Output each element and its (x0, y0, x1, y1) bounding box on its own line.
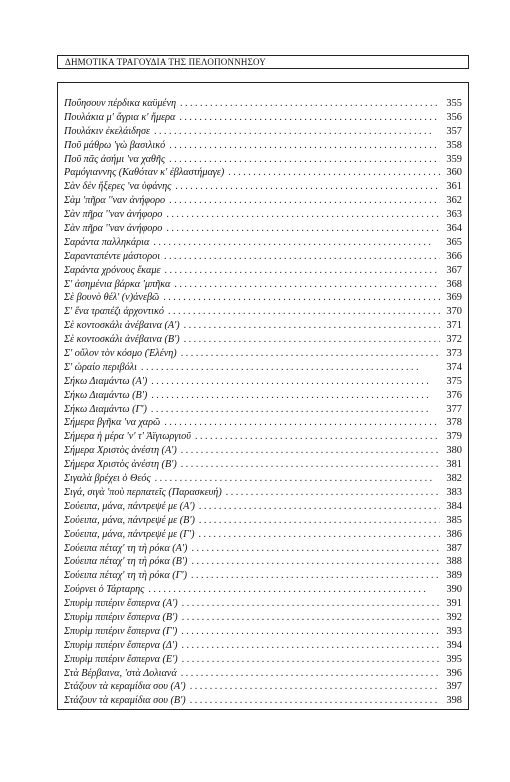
toc-entry (64, 305, 464, 319)
toc-entry-page-number: 381 (446, 459, 462, 471)
toc-entry-page-number: 357 (446, 125, 462, 137)
toc-entry-title: Σπυρὶμ πιπέριν ἔσπερνα (Γ') (64, 625, 178, 637)
toc-entry-title: Σ' ἀσημένια βάρκα 'μπῆκα (64, 278, 171, 290)
toc-entry (64, 264, 464, 278)
table-of-contents (64, 97, 464, 708)
toc-entry (64, 403, 464, 417)
dot-leader (168, 305, 440, 319)
toc-entry-page-number: 384 (446, 500, 462, 512)
dot-leader (151, 375, 440, 389)
toc-entry (64, 278, 464, 292)
dot-leader (166, 208, 440, 222)
toc-entry (64, 444, 464, 458)
toc-entry (64, 667, 464, 681)
dot-leader (184, 333, 440, 347)
toc-entry-title: Σιγαλὰ βρέχει ὁ Θεός (64, 473, 151, 485)
toc-entry-title: Σ' οὔλον τὸν κόσμο (Ἑλένη) (64, 348, 177, 360)
toc-entry (64, 639, 464, 653)
toc-entry (64, 222, 464, 236)
toc-entry-title: Σούειπα πέταχ' τη τὴ ρόκα (Γ') (64, 570, 188, 582)
dot-leader (181, 639, 440, 653)
toc-entry-page-number: 373 (446, 348, 462, 360)
toc-entry (64, 194, 464, 208)
toc-entry-page-number: 370 (446, 306, 462, 318)
dot-leader (191, 555, 440, 569)
dot-leader (195, 430, 440, 444)
toc-entry-title: Σιγά, σιγὰ 'ποὺ περπατεῖς (Παρασκευή) (64, 486, 222, 498)
dot-leader (226, 486, 440, 500)
running-header-title: ΔΗΜΟΤΙΚΑ ΤΡΑΓΟΥΔΙΑ ΤΗΣ ΠΕΛΟΠΟΝΝΗΣΟΥ (65, 57, 266, 67)
toc-entry-page-number: 395 (446, 653, 462, 665)
toc-entry-page-number: 394 (446, 639, 462, 651)
toc-entry-page-number: 369 (446, 292, 462, 304)
toc-entry-page-number: 383 (446, 486, 462, 498)
toc-entry-title: Σήκω Διαμάντω (Α') (64, 375, 148, 387)
toc-entry-page-number: 359 (446, 153, 462, 165)
toc-entry-page-number: 366 (446, 250, 462, 262)
toc-entry-title: Σὲ βουνὸ θέλ' (ν)ἀνεβῶ (64, 292, 160, 304)
toc-entry (64, 597, 464, 611)
toc-entry-title: Σὰν πῆρα ''ναν ἀνήφορο (64, 209, 163, 221)
toc-entry-title: Ραμόγιαννης (Καθόταν κ' ἐβλαστήμαγε) (64, 167, 225, 179)
dot-leader (164, 250, 440, 264)
toc-entry (64, 472, 464, 486)
dot-leader (148, 583, 440, 597)
dot-leader (181, 667, 440, 681)
toc-entry-title: Σαράντα παλληκάρια (64, 236, 150, 248)
dot-leader (165, 264, 440, 278)
dot-leader (164, 416, 440, 430)
toc-entry-page-number: 392 (446, 611, 462, 623)
dot-leader (199, 500, 440, 514)
toc-entry-title: Σ' ἕνα τραπέζι ἀρχοντικό (64, 306, 164, 318)
toc-entry-title: Σὲ κοντοσκάλι ἀνέβαινα (Β') (64, 334, 180, 346)
toc-entry-title: Σούειπα πέταχ' τη τὴ ρόκα (Α') (64, 542, 188, 554)
toc-entry-page-number: 387 (446, 542, 462, 554)
toc-entry-page-number: 358 (446, 139, 462, 151)
toc-entry-page-number: 372 (446, 334, 462, 346)
dot-leader (163, 291, 440, 305)
toc-entry (64, 389, 464, 403)
toc-entry-title: Σὰμ 'πῆρα ''ναν ἀνήφορο (64, 195, 166, 207)
toc-entry (64, 542, 464, 556)
dot-leader (151, 389, 440, 403)
toc-entry-title: Σπυρὶμ πιπέριν ἔσπερνα (Β') (64, 611, 178, 623)
toc-entry (64, 291, 464, 305)
toc-entry (64, 500, 464, 514)
toc-entry (64, 250, 464, 264)
dot-leader (182, 597, 440, 611)
dot-leader (198, 528, 440, 542)
dot-leader (179, 111, 440, 125)
toc-entry-title: Πουλάκιν ἐκελάιδησε (64, 125, 151, 137)
toc-entry (64, 166, 464, 180)
toc-entry (64, 319, 464, 333)
toc-entry-page-number: 364 (446, 223, 462, 235)
dot-leader (154, 125, 440, 139)
dot-leader (199, 514, 440, 528)
toc-entry (64, 97, 464, 111)
dot-leader (184, 319, 440, 333)
toc-entry (64, 375, 464, 389)
toc-entry-title: Σαρανταπέντε μάστοροι (64, 250, 161, 262)
toc-entry-title: Σούειπα, μάνα, πάντρεψέ με (Β') (64, 514, 195, 526)
toc-entry-page-number: 388 (446, 556, 462, 568)
toc-entry-page-number: 382 (446, 473, 462, 485)
toc-entry-title: Σὰν δὲν ἤξερες 'να ὑφάνης (64, 181, 172, 193)
dot-leader (141, 361, 440, 375)
toc-entry-title: Σπυρὶμ πιπέριν ἔσπερνα (Α') (64, 598, 178, 610)
dot-leader (175, 180, 440, 194)
toc-entry (64, 153, 464, 167)
toc-entry-page-number: 385 (446, 514, 462, 526)
dot-leader (181, 458, 440, 472)
toc-entry-title: Σήκω Διαμάντω (Γ') (64, 403, 147, 415)
toc-entry-page-number: 390 (446, 584, 462, 596)
toc-entry (64, 125, 464, 139)
toc-entry-page-number: 365 (446, 236, 462, 248)
toc-entry-page-number: 368 (446, 278, 462, 290)
toc-entry (64, 583, 464, 597)
toc-entry-page-number: 393 (446, 625, 462, 637)
toc-entry-title: Στάζουν τὰ κεραμίδια σου (Α') (64, 681, 186, 693)
toc-entry-title: Στὰ Βέρβαινα, 'στὰ Δολιανά (64, 667, 177, 679)
dot-leader (166, 222, 440, 236)
dot-leader (169, 194, 440, 208)
toc-entry-title: Ποῦ μάθρω 'γὼ βασιλικό (64, 139, 166, 151)
toc-entry (64, 458, 464, 472)
toc-entry (64, 111, 464, 125)
toc-entry (64, 208, 464, 222)
dot-leader (182, 653, 440, 667)
toc-entry-page-number: 380 (446, 445, 462, 457)
toc-entry (64, 236, 464, 250)
toc-entry-page-number: 371 (446, 320, 462, 332)
toc-entry (64, 514, 464, 528)
toc-entry-title: Στάζουν τὰ κεραμίδια σου (Β') (64, 695, 186, 707)
toc-entry-page-number: 355 (446, 98, 462, 109)
toc-entry-page-number: 356 (446, 111, 462, 123)
dot-leader (191, 569, 440, 583)
toc-entry-page-number: 375 (446, 375, 462, 387)
toc-entry-title: Σπυρὶμ πιπέριν ἔσπερνα (Ε') (64, 653, 178, 665)
toc-entry-page-number: 362 (446, 195, 462, 207)
toc-entry-title: Σήμερα βγῆκα 'να χαρῶ (64, 417, 161, 429)
toc-entry (64, 333, 464, 347)
toc-entry-page-number: 378 (446, 417, 462, 429)
toc-entry (64, 361, 464, 375)
dot-leader (190, 694, 440, 708)
toc-entry-title: Σούειπα πέταχ' τη τὴ ρόκα (Β') (64, 556, 188, 568)
toc-entry-title: Σπυρὶμ πιπέριν ἔσπερνα (Δ') (64, 639, 178, 651)
toc-entry (64, 416, 464, 430)
toc-entry (64, 528, 464, 542)
toc-entry-page-number: 396 (446, 667, 462, 679)
toc-entry (64, 347, 464, 361)
toc-entry-title: Σούειπα, μάνα, πάντρεψέ με (Γ') (64, 528, 195, 540)
dot-leader (155, 472, 440, 486)
toc-entry (64, 569, 464, 583)
toc-entry-title: Σήμερα ἡ μέρα 'ν' τ' Ἀϊγιωργιοῦ (64, 431, 191, 443)
toc-entry-page-number: 397 (446, 681, 462, 693)
dot-leader (174, 278, 440, 292)
toc-entry-page-number: 376 (446, 389, 462, 401)
dot-leader (228, 166, 440, 180)
toc-entry-title: Σούρνει ὁ Τάρταρης (64, 584, 145, 596)
dot-leader (181, 625, 440, 639)
dot-leader (153, 236, 440, 250)
toc-entry (64, 680, 464, 694)
dot-leader (181, 347, 440, 361)
toc-entry-page-number: 389 (446, 570, 462, 582)
toc-entry-page-number: 391 (446, 598, 462, 610)
toc-entry (64, 653, 464, 667)
toc-entry (64, 486, 464, 500)
toc-entry-title: Σήκω Διαμάντω (Β') (64, 389, 148, 401)
dot-leader (190, 680, 440, 694)
toc-entry-page-number: 367 (446, 264, 462, 276)
toc-entry-title: Σ' ὡραίο περιβόλι (64, 361, 137, 373)
toc-entry-title: Σαράντα χρόνους ἔκαμε (64, 264, 161, 276)
toc-entry (64, 139, 464, 153)
toc-entry-page-number: 374 (446, 361, 462, 373)
toc-entry-title: Σήμερα Χριστὸς ἀνέστη (Β') (64, 459, 177, 471)
toc-entry (64, 555, 464, 569)
toc-entry (64, 625, 464, 639)
dot-leader (151, 403, 440, 417)
toc-entry-title: Σὲ κοντοσκάλι ἀνέβαινα (Α') (64, 320, 180, 332)
toc-entry (64, 430, 464, 444)
toc-entry-page-number: 398 (446, 695, 462, 707)
toc-entry-title: Ποῦ πᾶς ἀσήμι 'να χαθῆς (64, 153, 166, 165)
toc-entry-title: Σήμερα Χριστὸς ἀνέστη (Α') (64, 445, 177, 457)
dot-leader (182, 611, 440, 625)
dot-leader (180, 97, 440, 111)
toc-entry-page-number: 363 (446, 209, 462, 221)
toc-entry (64, 694, 464, 708)
toc-entry-title: Πουλάκια μ' ἄγρια κ' ἥμερα (64, 111, 176, 123)
toc-entry-title: Σὰν πῆρα ''ναν ἀνήφορο (64, 223, 163, 235)
toc-entry-page-number: 377 (446, 403, 462, 415)
toc-entry-page-number: 360 (446, 167, 462, 179)
toc-entry-title: Σούειπα, μάνα, πάντρεψέ με (Α') (64, 500, 195, 512)
toc-entry-page-number: 386 (446, 528, 462, 540)
dot-leader (169, 139, 440, 153)
toc-entry (64, 611, 464, 625)
dot-leader (191, 542, 440, 556)
toc-entry (64, 180, 464, 194)
dot-leader (169, 153, 440, 167)
dot-leader (181, 444, 440, 458)
toc-entry-title: Ποΰησουν πέρδικα καϋμένη (64, 98, 177, 109)
toc-entry-page-number: 361 (446, 181, 462, 193)
toc-entry-page-number: 379 (446, 431, 462, 443)
